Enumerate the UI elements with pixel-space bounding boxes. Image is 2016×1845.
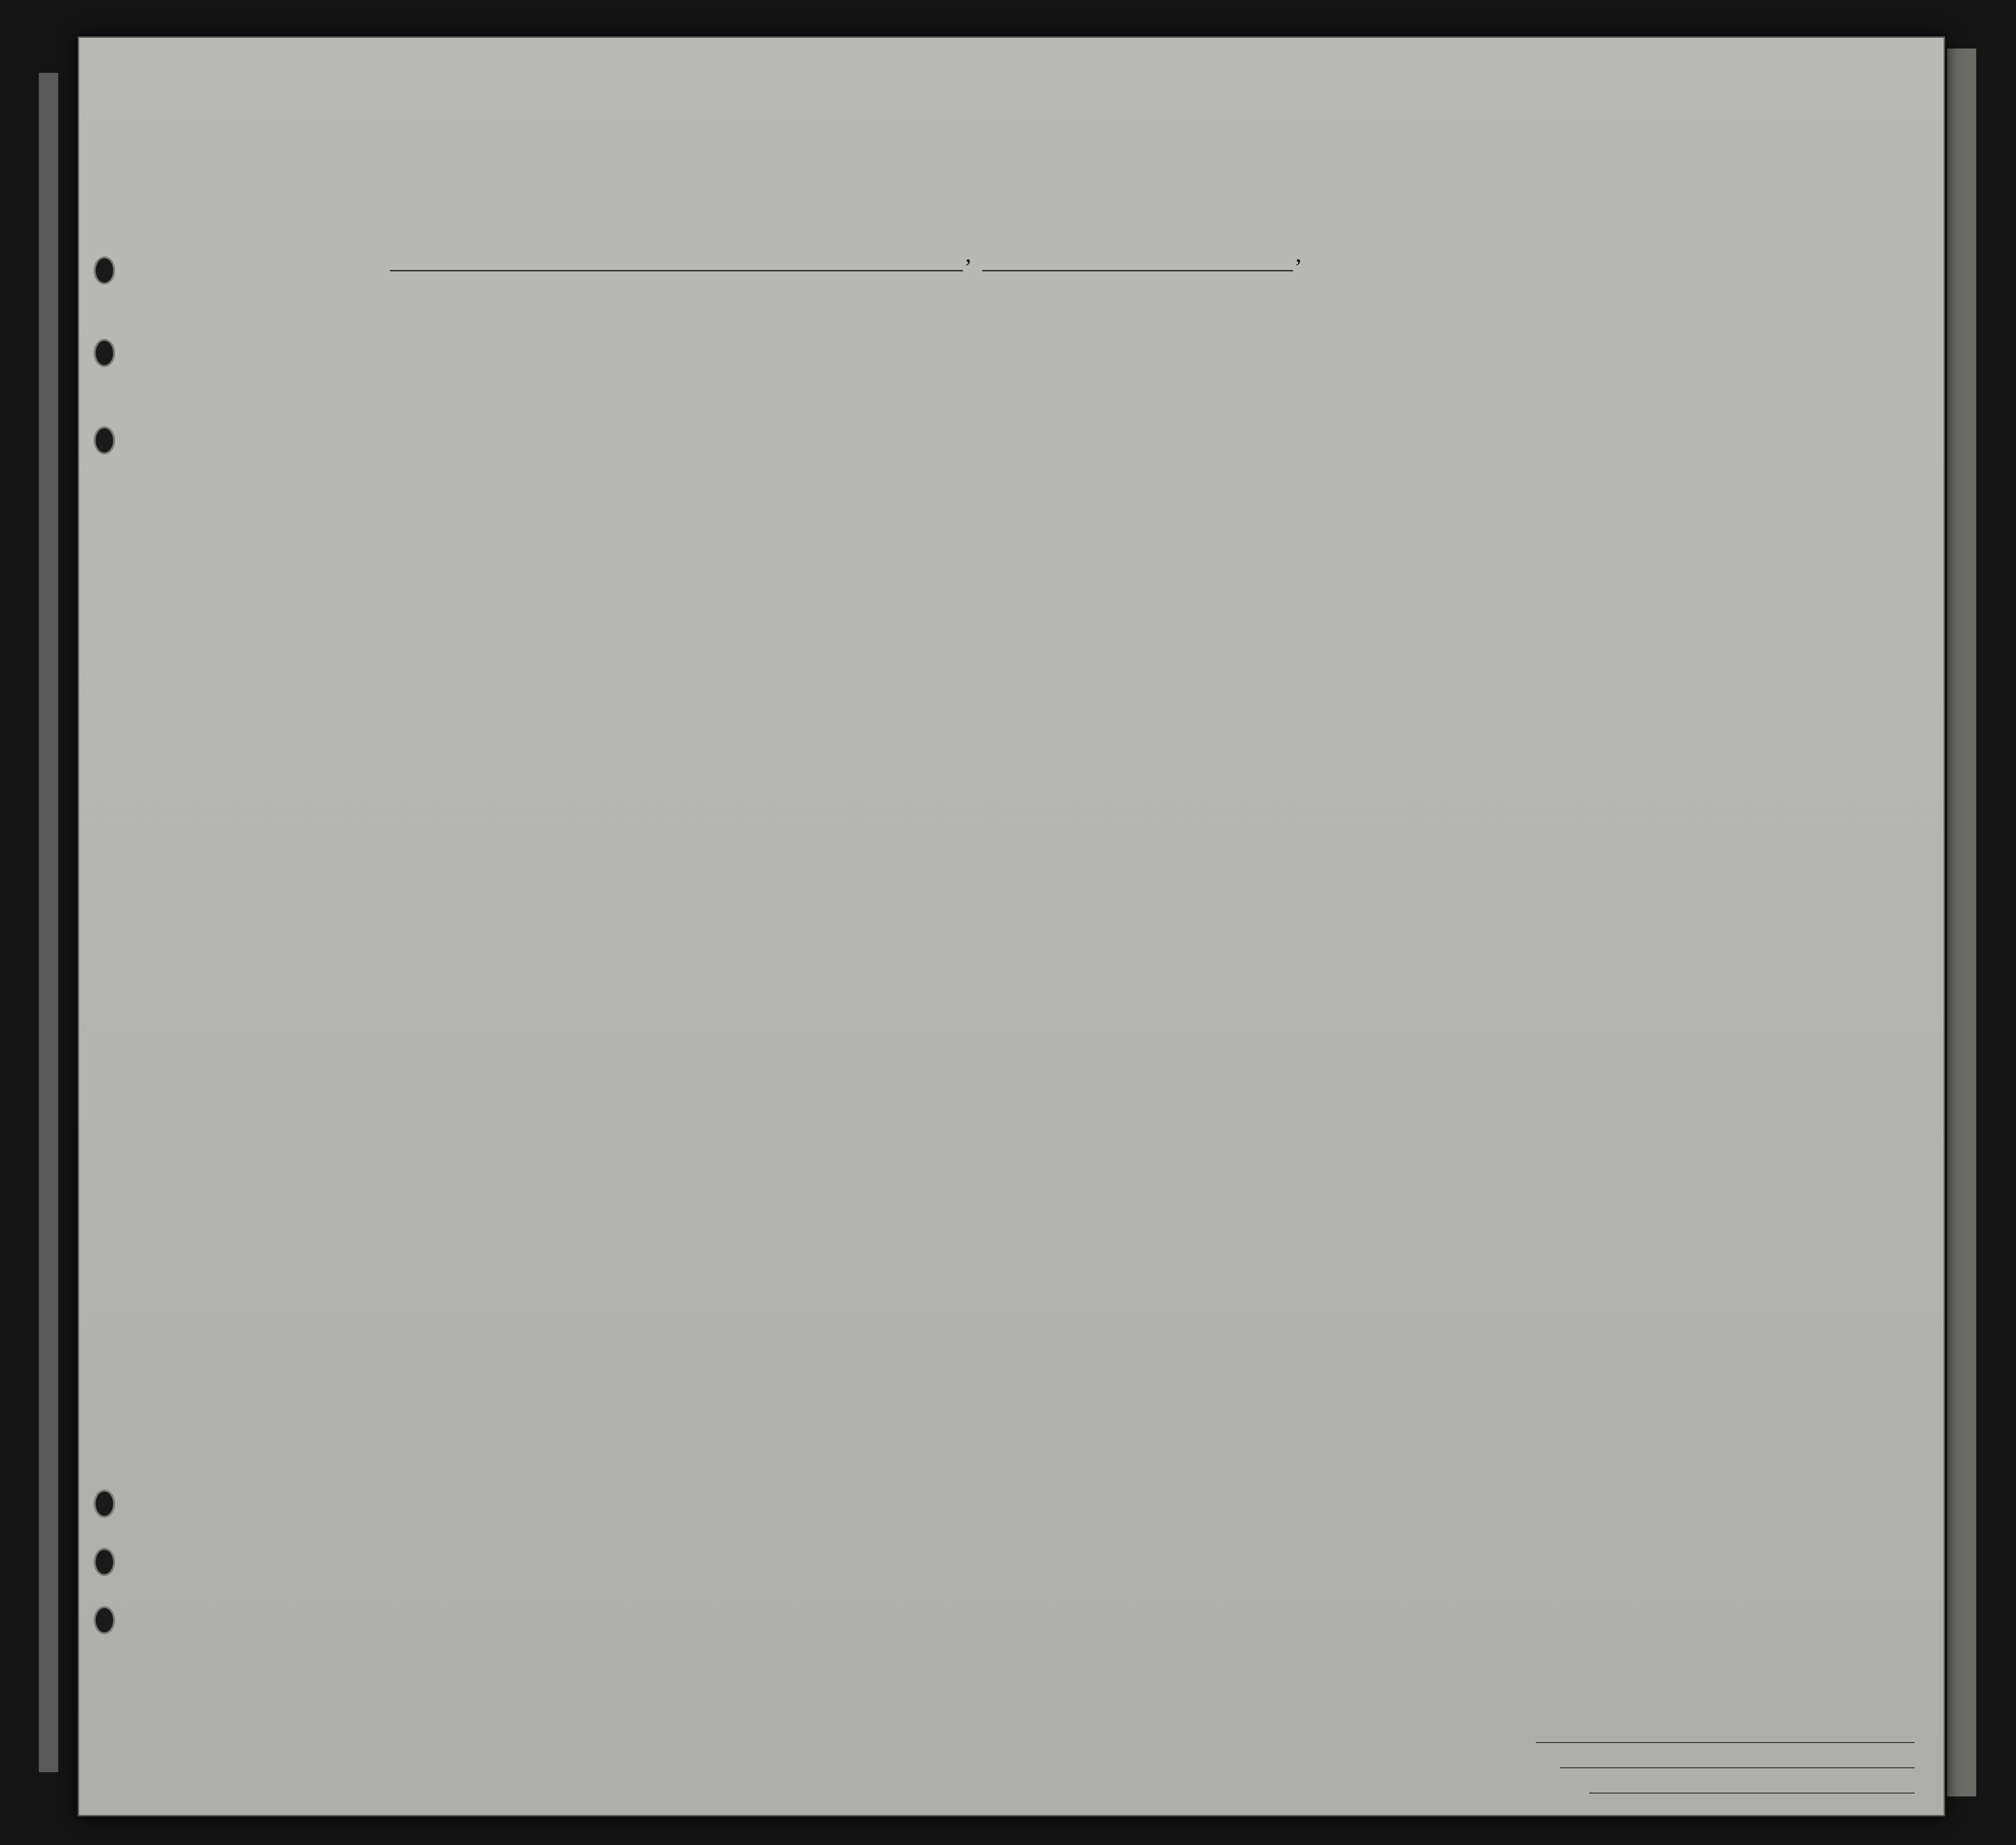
binder-hole xyxy=(94,1548,115,1576)
binder-hole xyxy=(94,339,115,367)
binder-hole xyxy=(94,1490,115,1518)
binder-hole xyxy=(94,1606,115,1634)
binder-hole xyxy=(94,256,115,285)
manifest-sheet: , , xyxy=(78,36,1945,1816)
binder-hole xyxy=(94,426,115,454)
